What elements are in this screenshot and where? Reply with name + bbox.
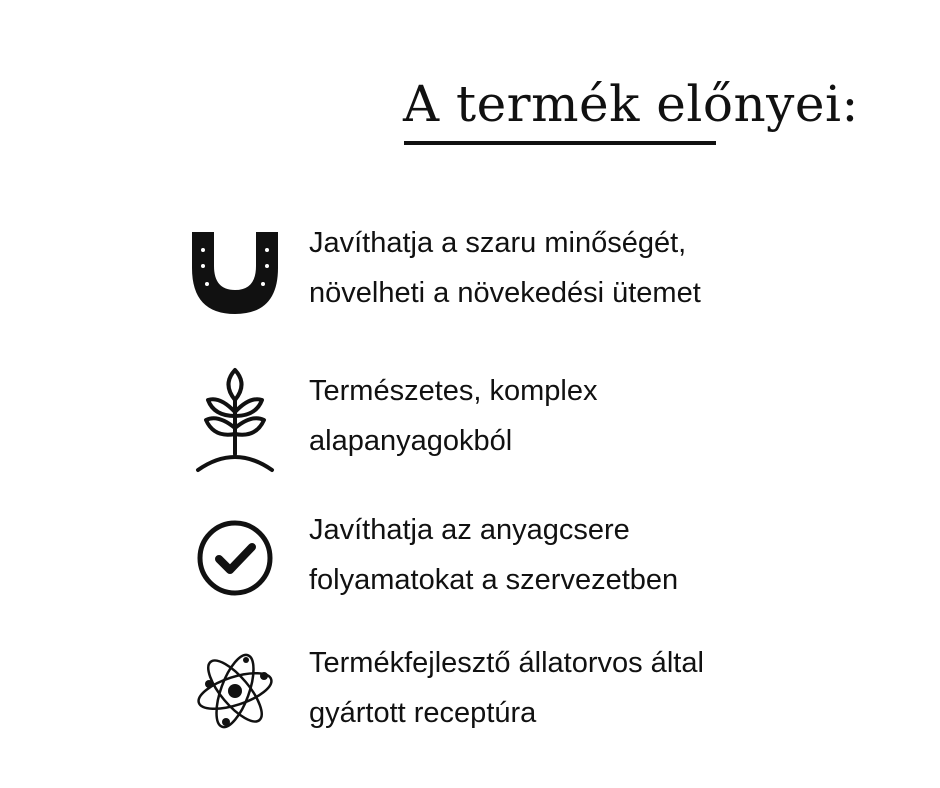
- benefit-text: [309, 638, 704, 738]
- check-circle-icon: [190, 513, 280, 603]
- benefit-line: növelheti a növekedési ütemet: [309, 277, 701, 309]
- benefit-text: [309, 505, 678, 605]
- benefit-item-hoof-quality: [0, 218, 940, 328]
- plant-sprout-icon: [190, 366, 280, 456]
- benefit-item-metabolism: [0, 505, 940, 615]
- benefit-line: Javíthatja a szaru minőségét,: [309, 227, 687, 259]
- benefit-item-natural-ingredients: [0, 366, 940, 476]
- benefit-line: Termékfejlesztő állatorvos által: [309, 647, 704, 679]
- benefit-line: Javíthatja az anyagcsere: [309, 514, 630, 546]
- horseshoe-icon: [190, 226, 280, 316]
- title-underline: [404, 141, 716, 145]
- benefit-item-vet-formula: [0, 638, 940, 748]
- benefit-line: alapanyagokból: [309, 425, 513, 457]
- benefit-text: [309, 366, 598, 466]
- benefit-line: Természetes, komplex: [309, 375, 598, 407]
- benefit-text: [309, 218, 701, 318]
- benefit-line: folyamatokat a szervezetben: [309, 564, 679, 596]
- benefit-line: gyártott receptúra: [309, 697, 537, 729]
- page-title: A termék előnyei:: [403, 75, 859, 133]
- atom-icon: [190, 646, 280, 736]
